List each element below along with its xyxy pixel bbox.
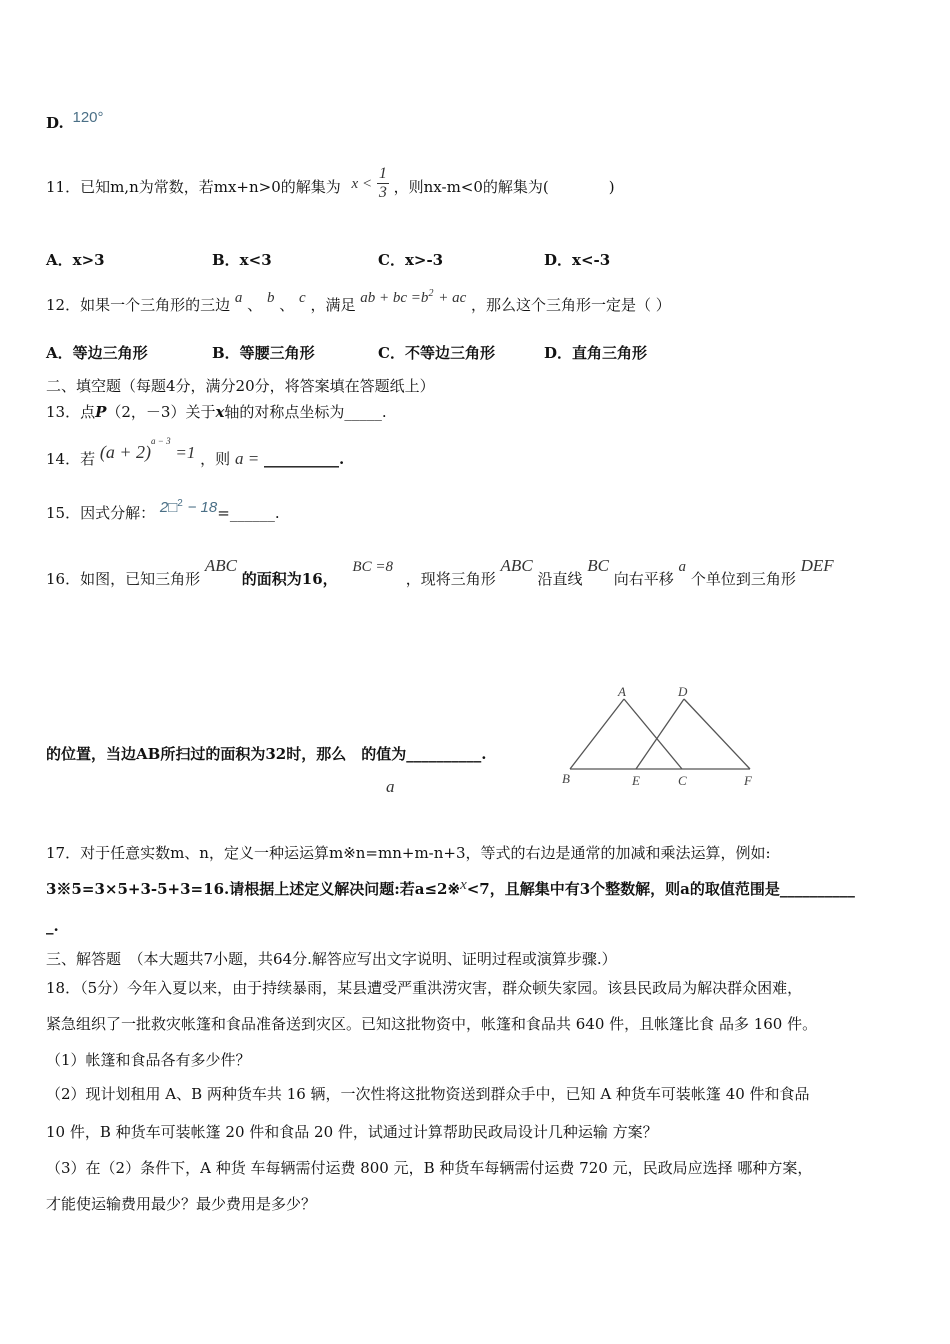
question-17-line-1: 17．对于任意实数m、n，定义一种运运算m※n=mn+m-n+3，等式的右边是通常的加减和乘法运算，例如: [46, 844, 771, 862]
q11-options [46, 249, 710, 270]
question-12: 12．如果一个三角形的三边 a 、 b 、 c ，满足 ab + bc $=b^2$ + ac ，那么这个三角形一定是（ ） [46, 288, 671, 314]
q10-option-d: D. 120° [46, 109, 104, 132]
q10-value: 120° [72, 109, 104, 126]
q12-option-b: B．等腰三角形 [212, 344, 315, 362]
question-18-line-2: 紧急组织了一批救灾帐篷和食品准备送到灾区。已知这批物资中，帐篷和食品共 640 件，且帐篷比食 品多 160 件。 [46, 1015, 818, 1033]
label-f: F [744, 773, 752, 788]
q18-sub-3-line-1: （3）在（2）条件下，A 种货 车每辆需付运费 800 元，B 种货车每辆需付运费 720 元，民政局应选择 哪种方案， [46, 1159, 813, 1177]
q12-option-d: D．直角三角形 [544, 344, 648, 362]
q11-fraction: $\frac{1}{3}$ [378, 165, 387, 201]
q12-equation: ab + bc =b [360, 290, 429, 306]
q11-option-c: C．x>-3 [378, 251, 444, 269]
q18-sub-3-line-2: 才能使运输费用最少？最少费用是多少？ [46, 1195, 317, 1213]
question-17-line-3: _. [46, 917, 59, 935]
label-e: E [632, 773, 640, 788]
q12-option-c: C．不等边三角形 [378, 344, 495, 362]
label-b: B [562, 771, 570, 786]
question-15: 15．因式分解： 2□$^2$ − 18=______. [46, 498, 280, 522]
side-ac [624, 699, 682, 769]
question-17-line-2: 3※5=3×5+3-5+3=16.请根据上述定义解决问题:若a≤2※x<7，且解集中有3个整数解，则a的取值范围是__________ [46, 877, 855, 898]
q11-option-d: D．x<-3 [544, 251, 611, 269]
question-11: 11．已知m,n为常数，若mx+n>0的解集为 x < $\frac{1}{3}$ ，则nx-m<0的解集为( ) [46, 165, 615, 201]
section-2-heading: 二、填空题（每题4分，满分20分，将答案填在答题纸上） [46, 377, 435, 395]
q12-option-a: A．等边三角形 [46, 344, 148, 362]
q16-line-2: 的位置，当边AB所扫过的面积为32时，那么 的值为__________. [46, 745, 487, 763]
section-3-heading: 三、解答题 （本大题共7小题，共64分.解答应写出文字说明、证明过程或演算步骤.） [46, 950, 617, 968]
q11-option-b: B．x<3 [212, 251, 272, 269]
q15-expression: 2□ [159, 499, 178, 516]
side-ab [570, 699, 624, 769]
question-18-line-1: 18．（5分）今年入夏以来，由于持续暴雨，某县遭受严重洪涝灾害，群众顿失家园。该县民政局为解决群众困难， [46, 979, 803, 997]
label-c: C [678, 773, 687, 788]
question-16: 16．如图，已知三角形 ABC 的面积为16， BC =8 ，现将三角形 ABC 沿直线 BC 向右平移 a 个单位到三角形 DEF [46, 556, 834, 588]
side-df [684, 699, 750, 769]
q16-translation-figure [560, 683, 770, 795]
q16-variable-a: a [386, 777, 395, 796]
q14-expression: (a + 2) [99, 442, 152, 462]
q11-option-a: A．x>3 [46, 251, 105, 269]
label-d: D [678, 684, 688, 699]
question-13: 13．点P（2，－3）关于x轴的对称点坐标为_____. [46, 403, 387, 421]
q18-sub-2-line-2: 10 件，B 种货车可装帐篷 20 件和食品 20 件，试通过计算帮助民政局设计几种运输 方案？ [46, 1123, 658, 1141]
q14-answer-blank: __________. [263, 450, 345, 468]
side-de [636, 699, 684, 769]
q12-options [46, 342, 710, 363]
label-a: A [618, 684, 626, 699]
question-14: 14．若 $(a + 2)^{a - 3} =1$ ，则 a = __________. [46, 436, 345, 468]
q18-sub-2-line-1: （2）现计划租用 A、B 两种货车共 16 辆，一次性将这批物资送到群众手中，已知 A 种货车可装帐篷 40 件和食品 [46, 1085, 810, 1103]
q11-condition: x < [351, 175, 373, 192]
q18-sub-1: （1）帐篷和食品各有多少件？ [46, 1051, 251, 1069]
